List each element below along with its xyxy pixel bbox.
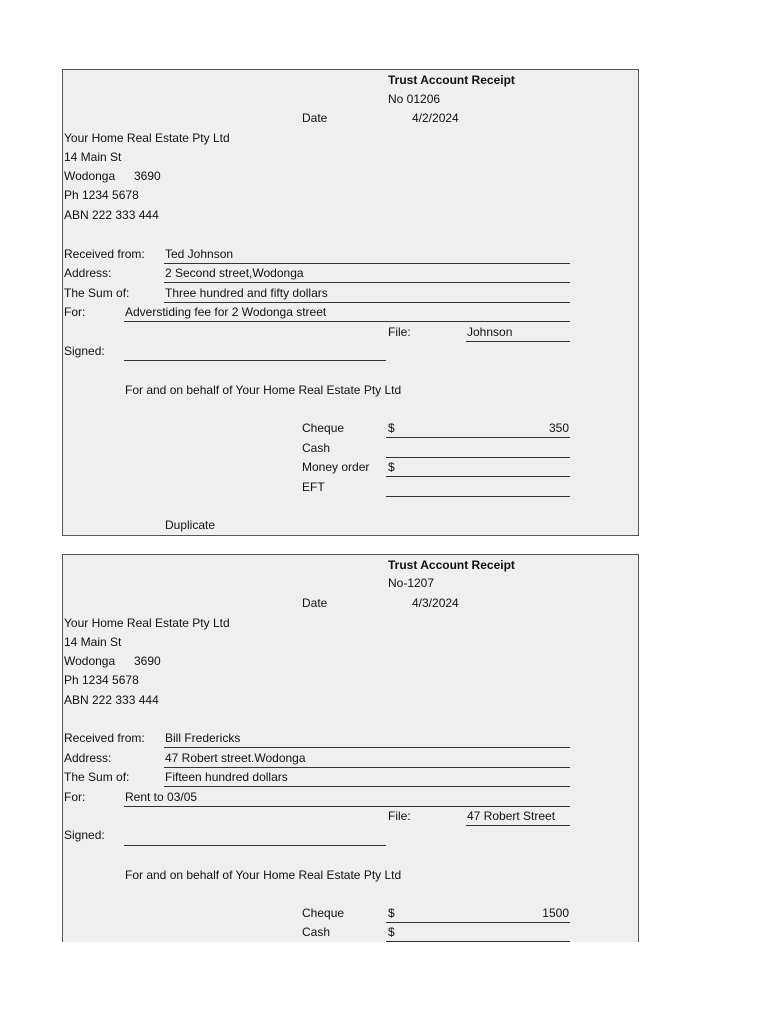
company-postcode: 3690	[134, 654, 161, 668]
company-phone: Ph 1234 5678	[64, 673, 139, 687]
sum-value: Fifteen hundred dollars	[165, 770, 288, 784]
signed-label: Signed:	[64, 828, 105, 842]
company-city: Wodonga	[64, 169, 116, 183]
company-phone: Ph 1234 5678	[64, 188, 139, 202]
payment-label-cheque: Cheque	[302, 421, 345, 435]
sum-value: Three hundred and fifty dollars	[165, 286, 328, 300]
sum-line	[164, 302, 570, 303]
for-value: Adverstiding fee for 2 Wodonga street	[125, 305, 327, 319]
company-abn: ABN 222 333 444	[64, 693, 159, 707]
signature-line	[124, 845, 386, 846]
file-line	[466, 825, 570, 826]
payment-line-eft	[386, 496, 570, 497]
sum-label: The Sum of:	[64, 286, 130, 300]
company-name: Your Home Real Estate Pty Ltd	[64, 616, 230, 630]
sum-line	[164, 786, 570, 787]
for-line	[124, 806, 570, 807]
address-line	[164, 282, 570, 283]
payment-currency-cheque: $	[388, 906, 395, 920]
behalf-text: For and on behalf of Your Home Real Estate Pty Ltd	[125, 383, 402, 397]
received-from-value: Ted Johnson	[165, 247, 234, 261]
received-from-line	[164, 747, 570, 748]
company-postcode: 3690	[134, 169, 161, 183]
receipt-heading: Trust Account Receipt	[388, 73, 515, 87]
payment-amount-cheque: 350	[548, 421, 569, 435]
payment-line-cheque	[386, 922, 570, 923]
file-line	[466, 341, 570, 342]
for-label: For:	[64, 305, 86, 319]
payment-currency-cheque: $	[388, 421, 395, 435]
address-label: Address:	[64, 751, 112, 765]
for-line	[124, 321, 570, 322]
payment-line-cash	[386, 457, 570, 458]
receipt-number: No 01206	[388, 92, 441, 106]
address-value: 47 Robert street.Wodonga	[165, 751, 306, 765]
payment-amount-cheque: 1500	[542, 906, 569, 920]
payment-currency-cash: $	[388, 925, 395, 939]
payment-label-cash: Cash	[302, 441, 331, 455]
date-value: 4/3/2024	[412, 596, 459, 610]
for-label: For:	[64, 790, 86, 804]
received-from-label: Received from:	[64, 247, 145, 261]
payment-label-cheque: Cheque	[302, 906, 345, 920]
signed-label: Signed:	[64, 344, 105, 358]
behalf-text: For and on behalf of Your Home Real Estate Pty Ltd	[125, 868, 402, 882]
date-value: 4/2/2024	[412, 111, 459, 125]
payment-label-eft: EFT	[302, 480, 325, 494]
receipt-number: No-1207	[388, 576, 435, 590]
address-label: Address:	[64, 266, 112, 280]
receipt-2	[62, 554, 639, 954]
receipt-heading: Trust Account Receipt	[388, 558, 515, 572]
file-value: Johnson	[467, 325, 513, 339]
signature-line	[124, 360, 386, 361]
address-line	[164, 767, 570, 768]
payment-label-cash: Cash	[302, 925, 331, 939]
sum-label: The Sum of:	[64, 770, 130, 784]
file-value: 47 Robert Street	[467, 809, 556, 823]
company-street: 14 Main St	[64, 150, 122, 164]
receipt-1	[62, 69, 639, 536]
company-city: Wodonga	[64, 654, 116, 668]
payment-line-cheque	[386, 437, 570, 438]
company-name: Your Home Real Estate Pty Ltd	[64, 131, 230, 145]
page-cutoff	[0, 942, 768, 1024]
for-value: Rent to 03/05	[125, 790, 198, 804]
file-label: File:	[388, 325, 411, 339]
payment-label-money-order: Money order	[302, 460, 370, 474]
file-label: File:	[388, 809, 411, 823]
payment-line-money-order	[386, 476, 570, 477]
payment-currency-money-order: $	[388, 460, 395, 474]
address-value: 2 Second street,Wodonga	[165, 266, 304, 280]
received-from-value: Bill Fredericks	[165, 731, 241, 745]
received-from-line	[164, 263, 570, 264]
copy-label: Duplicate	[165, 518, 216, 532]
date-label: Date	[302, 596, 328, 610]
company-abn: ABN 222 333 444	[64, 208, 159, 222]
company-street: 14 Main St	[64, 635, 122, 649]
date-label: Date	[302, 111, 328, 125]
received-from-label: Received from:	[64, 731, 145, 745]
